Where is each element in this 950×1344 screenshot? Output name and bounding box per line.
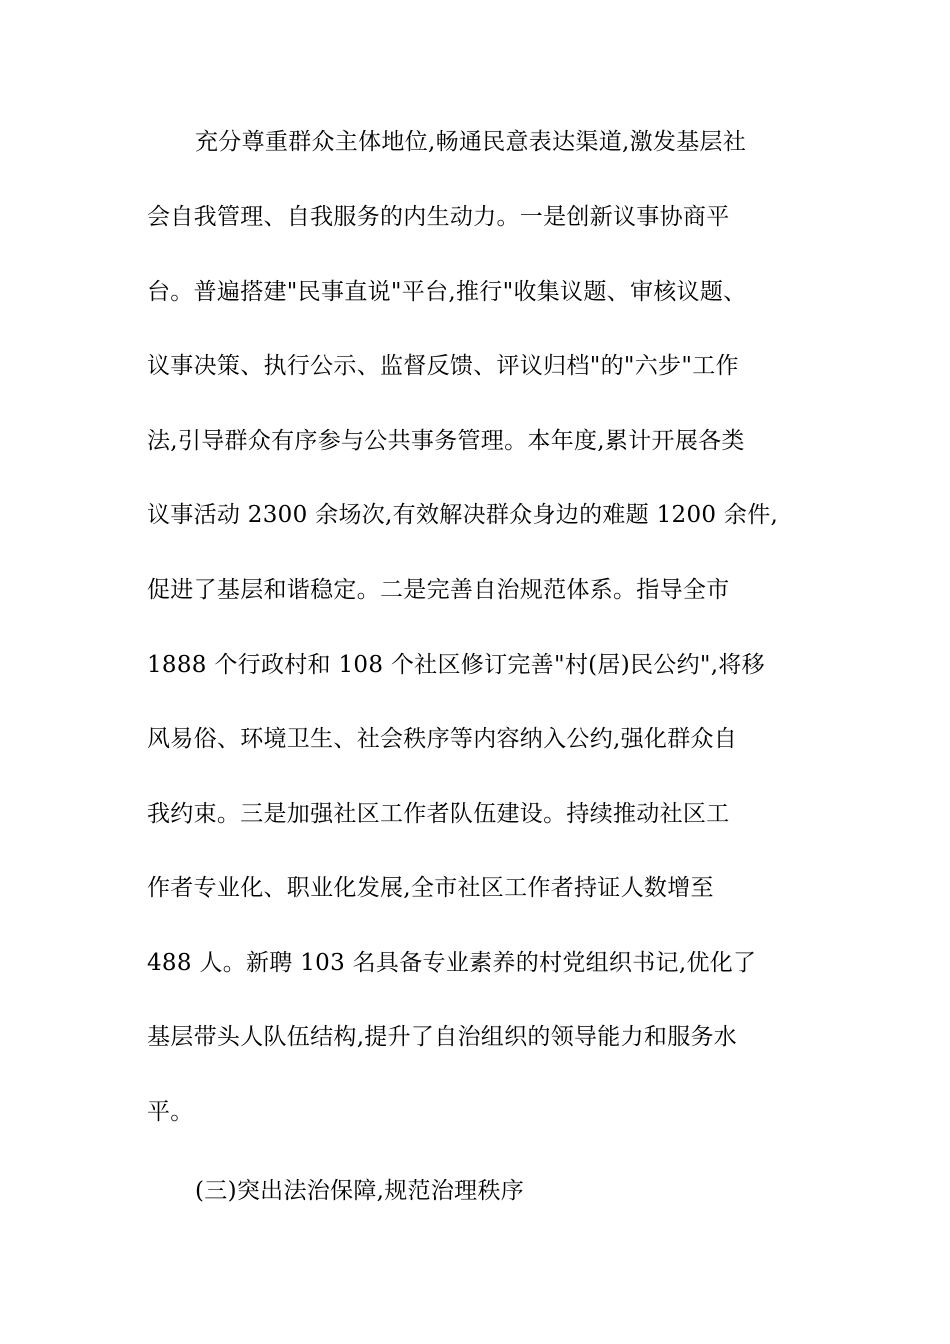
paragraph-line-12: 488 人。新聘 103 名具备专业素养的村党组织书记,优化了: [147, 950, 757, 976]
paragraph-line-14: 平。: [147, 1099, 194, 1125]
paragraph-line-3: 台。普遍搭建"民事直说"平台,推行"收集议题、审核议题、: [147, 279, 747, 305]
paragraph-line-2: 会自我管理、自我服务的内生动力。一是创新议事协商平: [147, 204, 730, 230]
paragraph-line-7: 促进了基层和谐稳定。二是完善自治规范体系。指导全市: [147, 577, 730, 603]
paragraph-line-11: 作者专业化、职业化发展,全市社区工作者持证人数增至: [147, 875, 714, 901]
paragraph-line-1: 充分尊重群众主体地位,畅通民意表达渠道,激发基层社: [195, 129, 747, 155]
paragraph-line-8: 1888 个行政村和 108 个社区修订完善"村(居)民公约",将移: [147, 652, 765, 678]
section-heading: (三)突出法治保障,规范治理秩序: [195, 1178, 525, 1204]
paragraph-line-5: 法,引导群众有序参与公共事务管理。本年度,累计开展各类: [147, 428, 745, 454]
paragraph-line-6: 议事活动 2300 余场次,有效解决群众身边的难题 1200 余件,: [147, 502, 779, 528]
paragraph-line-13: 基层带头人队伍结构,提升了自治组织的领导能力和服务水: [147, 1024, 738, 1050]
paragraph-line-4: 议事决策、执行公示、监督反馈、评议归档"的"六步"工作: [147, 353, 739, 379]
paragraph-line-9: 风易俗、环境卫生、社会秩序等内容纳入公约,强化群众自: [147, 726, 738, 752]
paragraph-line-10: 我约束。三是加强社区工作者队伍建设。持续推动社区工: [147, 801, 730, 827]
